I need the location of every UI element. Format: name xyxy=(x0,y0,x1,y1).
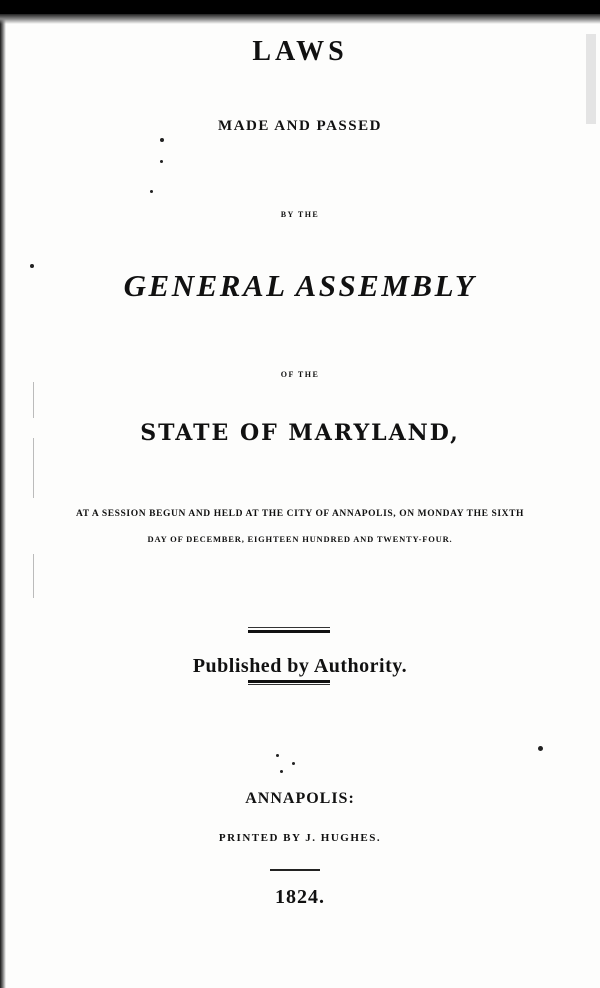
page-crease xyxy=(33,554,34,598)
ink-speck xyxy=(276,754,279,757)
title-laws: LAWS xyxy=(252,36,348,67)
ink-speck xyxy=(30,264,34,268)
page-crease xyxy=(33,438,34,498)
ornamental-rule-bottom xyxy=(248,680,330,687)
published-by-authority: Published by Authority. xyxy=(192,655,408,677)
state-heading: STATE OF MARYLAND, xyxy=(140,420,460,446)
session-line-1: AT A SESSION BEGUN AND HELD AT THE CITY OF ANNAPOLIS, ON MONDAY THE SIXTH xyxy=(75,509,525,519)
page-crease xyxy=(33,382,34,418)
ink-speck xyxy=(292,762,295,765)
general-assembly-heading: GENERAL ASSEMBLY xyxy=(123,268,477,303)
imprint-year: 1824. xyxy=(275,886,325,908)
ink-speck xyxy=(538,746,543,751)
session-line-2: DAY OF DECEMBER, EIGHTEEN HUNDRED AND TWENTY-FOUR. xyxy=(147,534,453,544)
by-the-text: BY THE xyxy=(280,210,320,219)
page-top-edge xyxy=(0,14,600,24)
foxing-mark xyxy=(586,34,596,124)
imprint-place: ANNAPOLIS: xyxy=(245,790,355,807)
imprint-printer: PRINTED BY J. HUGHES. xyxy=(218,832,382,844)
ink-speck xyxy=(160,160,163,163)
ink-speck xyxy=(280,770,283,773)
title-page xyxy=(0,14,600,988)
ink-speck xyxy=(160,138,164,142)
short-rule xyxy=(270,869,320,871)
ink-speck xyxy=(150,190,153,193)
subtitle-made-and-passed: MADE AND PASSED xyxy=(218,118,382,134)
ornamental-rule-top xyxy=(248,627,330,634)
of-the-text: OF THE xyxy=(280,370,320,379)
